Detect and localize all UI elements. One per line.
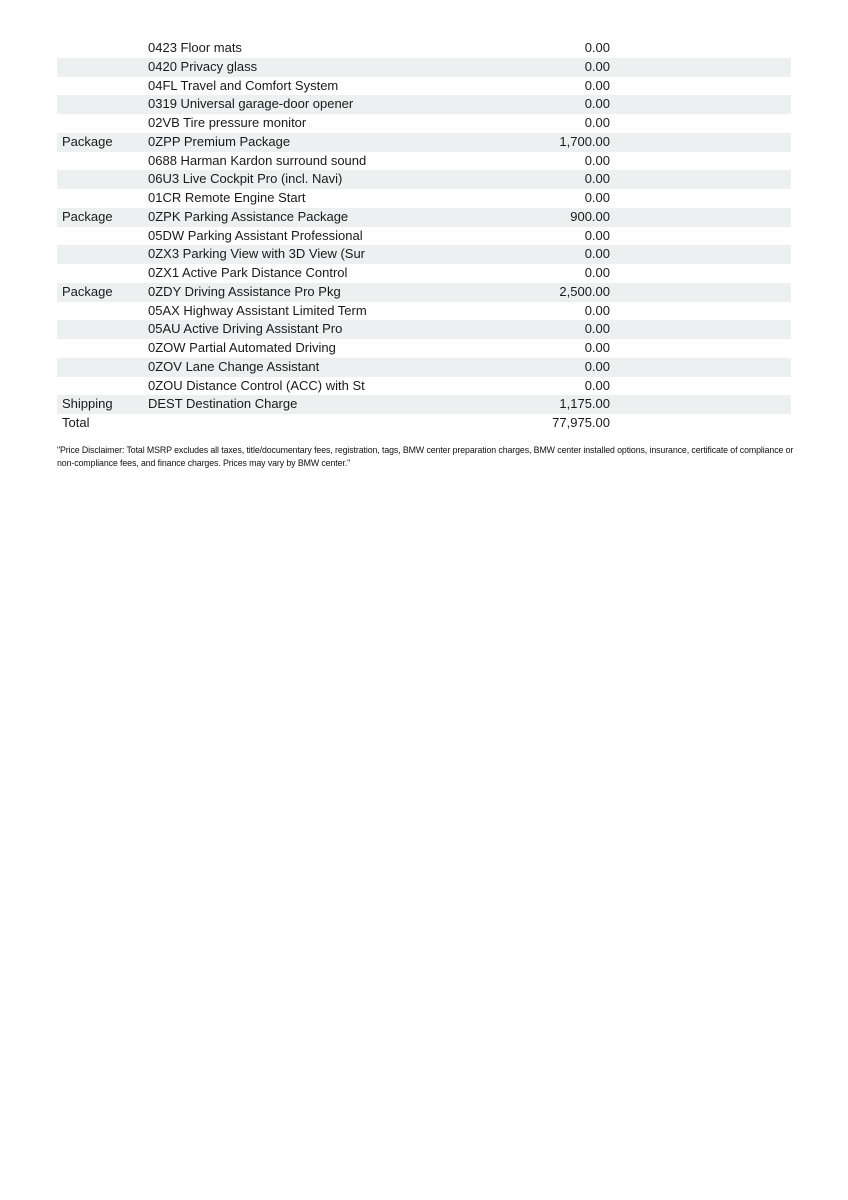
row-spacer [610, 114, 791, 133]
table-row [57, 320, 791, 339]
row-description: 0688 Harman Kardon surround sound [148, 152, 367, 168]
row-description: 0ZX3 Parking View with 3D View (Sur [148, 246, 366, 262]
row-description: 0ZOW Partial Automated Driving [148, 340, 336, 355]
row-price: 0.00 [584, 227, 610, 243]
row-spacer [610, 170, 791, 189]
row-price: 0.00 [584, 152, 610, 168]
row-price: 0.00 [584, 96, 610, 112]
row-category [62, 302, 148, 321]
row-spacer [610, 377, 791, 396]
table-row [57, 377, 791, 396]
row-price: 0.00 [584, 321, 610, 337]
table-row [57, 358, 791, 377]
row-category [62, 170, 148, 189]
row-category [62, 152, 148, 171]
row-spacer [610, 302, 791, 321]
row-price: 900.00 [570, 208, 610, 224]
row-spacer [610, 95, 791, 114]
table-row [57, 414, 791, 433]
table-row [57, 395, 791, 414]
row-price: 77,975.00 [552, 415, 610, 430]
row-category: Package [62, 208, 113, 224]
row-category [62, 58, 148, 77]
row-description: 02VB Tire pressure monitor [148, 115, 307, 130]
row-description: 01CR Remote Engine Start [148, 190, 306, 205]
row-category [62, 77, 148, 96]
row-description: 0319 Universal garage-door opener [148, 96, 354, 112]
table-row [57, 95, 791, 114]
row-spacer [610, 414, 791, 433]
table-row [57, 133, 791, 152]
row-category [62, 95, 148, 114]
row-category: Shipping [62, 396, 113, 412]
row-price: 0.00 [584, 246, 610, 262]
row-spacer [610, 227, 791, 246]
row-description: 0420 Privacy glass [148, 58, 258, 74]
row-category [62, 377, 148, 396]
table-row [57, 302, 791, 321]
row-spacer [610, 395, 791, 414]
row-category: Total [62, 415, 90, 430]
row-spacer [610, 264, 791, 283]
row-description: DEST Destination Charge [148, 396, 298, 412]
row-category [62, 114, 148, 133]
row-spacer [610, 39, 791, 58]
row-description [148, 414, 460, 433]
row-spacer [610, 320, 791, 339]
row-description: 05DW Parking Assistant Professional [148, 227, 363, 243]
row-category: Package [62, 283, 113, 299]
table-row [57, 208, 791, 227]
row-category: Package [62, 133, 113, 149]
row-price: 0.00 [584, 340, 610, 355]
pricing-table [57, 39, 791, 433]
row-price: 0.00 [584, 171, 610, 187]
row-spacer [610, 152, 791, 171]
row-spacer [610, 208, 791, 227]
row-spacer [610, 283, 791, 302]
row-price: 2,500.00 [559, 283, 610, 299]
row-spacer [610, 133, 791, 152]
row-price: 0.00 [584, 190, 610, 205]
table-row [57, 152, 791, 171]
row-category [62, 264, 148, 283]
row-price: 1,175.00 [559, 396, 610, 412]
table-row [57, 114, 791, 133]
row-description: 0423 Floor mats [148, 40, 242, 55]
row-description: 0ZPK Parking Assistance Package [148, 208, 349, 224]
row-price: 0.00 [584, 40, 610, 55]
table-row [57, 58, 791, 77]
row-description: 0ZOV Lane Change Assistant [148, 358, 320, 374]
row-spacer [610, 245, 791, 264]
row-category [62, 358, 148, 377]
row-price: 0.00 [584, 58, 610, 74]
row-description: 0ZDY Driving Assistance Pro Pkg [148, 283, 341, 299]
row-description: 06U3 Live Cockpit Pro (incl. Navi) [148, 171, 343, 187]
row-spacer [610, 358, 791, 377]
row-description: 0ZPP Premium Package [148, 133, 291, 149]
row-description: 05AU Active Driving Assistant Pro [148, 321, 343, 337]
table-row [57, 189, 791, 208]
table-row [57, 264, 791, 283]
row-category [62, 39, 148, 58]
row-spacer [610, 58, 791, 77]
row-category [62, 189, 148, 208]
table-row [57, 170, 791, 189]
row-price: 0.00 [584, 377, 610, 393]
row-spacer [610, 189, 791, 208]
price-disclaimer: "Price Disclaimer: Total MSRP excludes all taxes, title/documentary fees, registration, tags, BMW center preparation charges, BMW center installed options, insurance, certificate of compliance or non-compliance fees, and finance charges. Prices may vary by BMW center." [57, 445, 794, 468]
table-row [57, 339, 791, 358]
row-spacer [610, 77, 791, 96]
table-row [57, 227, 791, 246]
row-price: 1,700.00 [559, 133, 610, 149]
table-row [57, 77, 791, 96]
row-category [62, 227, 148, 246]
table-row [57, 245, 791, 264]
row-price: 0.00 [584, 358, 610, 374]
row-price: 0.00 [584, 77, 610, 93]
row-description: 04FL Travel and Comfort System [148, 77, 339, 93]
row-price: 0.00 [584, 115, 610, 130]
row-price: 0.00 [584, 302, 610, 318]
row-description: 0ZOU Distance Control (ACC) with St [148, 377, 365, 393]
row-category [62, 320, 148, 339]
row-description: 05AX Highway Assistant Limited Term [148, 302, 367, 318]
row-description: 0ZX1 Active Park Distance Control [148, 265, 348, 280]
row-price: 0.00 [584, 265, 610, 280]
row-category [62, 245, 148, 264]
table-row [57, 39, 791, 58]
table-row [57, 283, 791, 302]
row-category [62, 339, 148, 358]
row-spacer [610, 339, 791, 358]
